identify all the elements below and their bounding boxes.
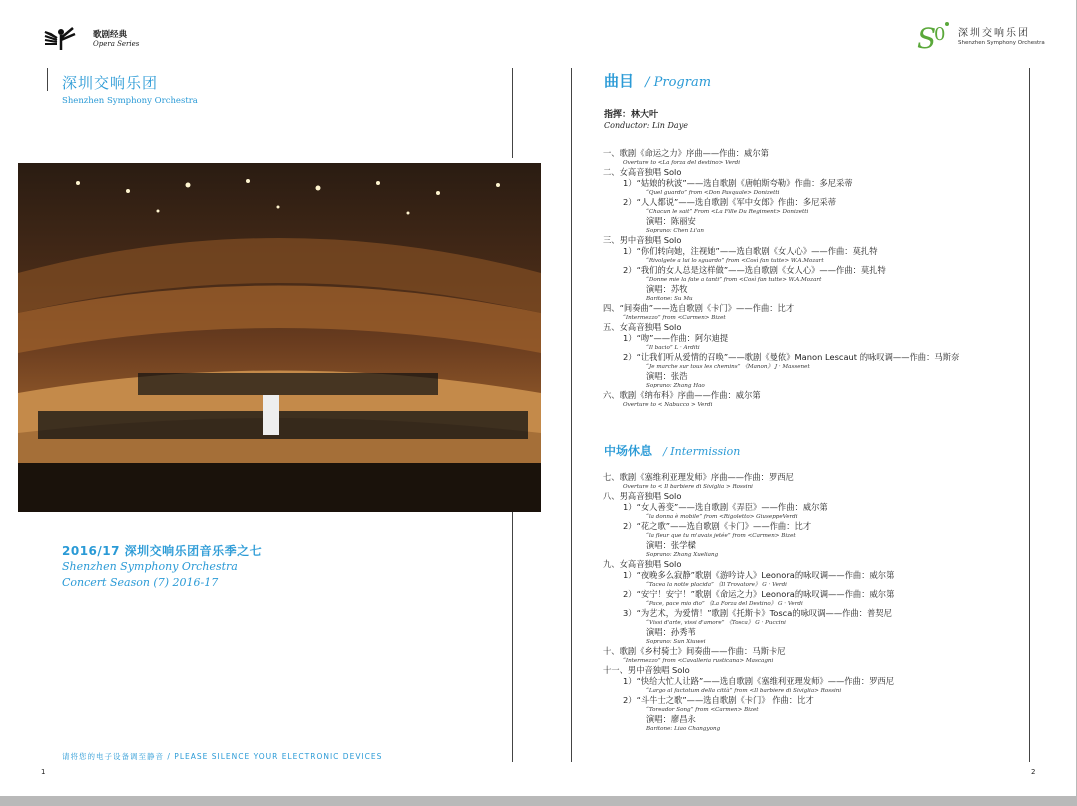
silence-notice: 请将您的电子设备调至静音 / PLEASE SILENCE YOUR ELECTRONIC DEVICES xyxy=(62,752,383,761)
program-list-part2 xyxy=(603,472,1063,733)
season-title-cn: 2016/17 深圳交响乐团音乐季之七 xyxy=(62,544,263,558)
program-item: 演唱：张浩 xyxy=(646,371,688,381)
season-title-en2: Concert Season (7) 2016-17 xyxy=(62,576,219,589)
divider-center-left xyxy=(512,68,513,158)
program-item: 三、男中音独唱 Solo xyxy=(603,235,682,245)
program-item: 演唱：苏牧 xyxy=(646,284,688,294)
program-item: 1）“吻”——作曲：阿尔迪提 xyxy=(623,333,729,343)
program-item-subtitle: Soprano: Zhang Xueliang xyxy=(646,552,719,558)
program-item-subtitle: Soprano: Sun Xiuwei xyxy=(646,639,706,645)
program-item: 2）“安宁！安宁！”歌剧《命运之力》Leonora的咏叹调——作曲：威尔第 xyxy=(623,589,895,599)
program-item: 2）“花之歌”——选自歌剧《卡门》——作曲：比才 xyxy=(623,521,812,531)
program-heading-en: / Program xyxy=(645,75,712,90)
program-item: 八、男高音独唱 Solo xyxy=(603,491,682,501)
program-item: 演唱：陈丽安 xyxy=(646,216,696,226)
svg-text:0: 0 xyxy=(934,24,946,45)
program-item-subtitle: Overture to < Il barbiere di Siviglia > Rossini xyxy=(623,484,753,490)
program-item: 1）“女人善变”——选自歌剧《弄臣》——作曲：威尔第 xyxy=(623,502,828,512)
divider-left xyxy=(47,68,48,91)
program-item-subtitle: “Chacun le sait” From <La Fille Du Regiment> Donizetti xyxy=(646,209,809,215)
program-item: 2）“斗牛士之歌”——选自歌剧《卡门》 作曲：比才 xyxy=(623,695,814,705)
program-item-subtitle: “Pace, pace mio dio” 《La Forza del Destino》 G · Verdi xyxy=(646,601,803,607)
page-number-left: 1 xyxy=(41,768,46,776)
program-item: 演唱：张学樑 xyxy=(646,540,696,550)
program-item: 1）“夜晚多么寂静”歌剧《游吟诗人》Leonora的咏叹调——作曲：威尔第 xyxy=(623,570,895,580)
program-item-subtitle: “Largo al factotum della città” from <Il barbiere di Siviglia> Rossini xyxy=(646,688,842,694)
program-item-subtitle: “Tacea la notte placida” 《Il Trovatore》 G · Verdi xyxy=(646,582,787,588)
program-item: 一、歌剧《命运之力》序曲——作曲：威尔第 xyxy=(603,148,769,158)
program-item: 五、女高音独唱 Solo xyxy=(603,322,682,332)
intermission-en: / Intermission xyxy=(663,445,741,458)
program-item-subtitle: “Rivolgete a lui lo sguardo” from <Così fan tutte> W.A.Mozart xyxy=(646,258,824,264)
program-item: 2）“我们的女人总是这样做”——选自歌剧《女人心》——作曲：莫扎特 xyxy=(623,265,886,275)
program-item: 演唱：廖昌永 xyxy=(646,714,696,724)
program-item: 演唱：孙秀苇 xyxy=(646,627,696,637)
program-item: 七、歌剧《塞维利亚理发师》序曲——作曲：罗西尼 xyxy=(603,472,794,482)
program-item: 1）“你们转向她，注视她”——选自歌剧《女人心》——作曲：莫扎特 xyxy=(623,246,878,256)
intermission-cn: 中场休息 xyxy=(604,444,653,458)
conductor-en: Conductor: Lin Daye xyxy=(604,121,688,130)
program-item-subtitle: “la fleur que tu m'avais jetée” from <Carmen> Bizet xyxy=(646,533,796,539)
orchestra-name-en: Shenzhen Symphony Orchestra xyxy=(62,96,198,106)
intermission-heading xyxy=(604,440,740,459)
program-item: 二、女高音独唱 Solo xyxy=(603,167,682,177)
program-heading-cn: 曲目 xyxy=(604,72,635,90)
program-item-subtitle: Soprano: Zhang Hao xyxy=(646,383,705,389)
program-item-subtitle: “Il bacio” L · Arditi xyxy=(646,345,700,351)
program-heading xyxy=(604,70,711,91)
program-item-subtitle: “Je marche sur tous les chemins” 《Manon》 J · Massenet xyxy=(646,364,810,370)
program-item: 六、歌剧《纳布科》序曲——作曲：威尔第 xyxy=(603,390,761,400)
orchestra-photo xyxy=(18,163,541,512)
orchestra-logo-en: Shenzhen Symphony Orchestra xyxy=(958,40,1045,46)
program-item-subtitle: Overture to <La forza del destino> Verdi xyxy=(623,160,740,166)
program-item-subtitle: “Intermezzo” from <Carmen> Bizet xyxy=(623,315,726,321)
sso-logo-icon xyxy=(914,18,954,54)
program-item-subtitle: Baritone: Liao Changyong xyxy=(646,726,721,732)
page-number-right: 2 xyxy=(1031,768,1036,776)
program-item: 2）“让我们听从爱情的召唤”——歌剧《曼侬》Manon Lescaut 的咏叹调——作曲：马斯奈 xyxy=(623,352,960,362)
program-item-subtitle: “Vissi d'arte, vissi d'amore” 《Tosca》 G · Puccini xyxy=(646,620,786,626)
program-item-subtitle: Overture to < Nabucco > Verdi xyxy=(623,402,713,408)
program-item-subtitle: “Quel guardo” from <Don Pasquale> Donizetti xyxy=(646,190,780,196)
program-item-subtitle: “Intermezzo” from <Cavalleria rusticana> Mascagni xyxy=(623,658,774,664)
conductor-icon xyxy=(43,24,77,52)
program-item-subtitle: “Donne mie la fate a tanti” from <Così fan tutte> W.A.Mozart xyxy=(646,277,822,283)
program-item: 2）“人人都说”——选自歌剧《军中女郎》作曲：多尼采蒂 xyxy=(623,197,837,207)
orchestra-logo-cn: 深圳交响乐团 xyxy=(958,28,1030,39)
program-item: 十一、男中音独唱 Solo xyxy=(603,665,690,675)
svg-text:S: S xyxy=(917,22,937,54)
program-item-subtitle: “la donna è mobile” from <Rigoletto> GiuseppeVerdi xyxy=(646,514,798,520)
program-item: 四、“间奏曲”——选自歌剧《卡门》——作曲：比才 xyxy=(603,303,795,313)
concert-hall-illustration xyxy=(18,163,541,512)
program-item-subtitle: Soprano: Chen Li'an xyxy=(646,228,704,234)
program-item-subtitle: Baritone: Su Mu xyxy=(646,296,693,302)
conductor-cn: 指挥：林大叶 xyxy=(604,110,659,120)
program-item: 十、歌剧《乡村骑士》间奏曲——作曲：马斯卡尼 xyxy=(603,646,786,656)
program-item: 3）“为艺术，为爱情！”歌剧《托斯卡》Tosca的咏叹调——作曲：普契尼 xyxy=(623,608,892,618)
opera-series-cn: 歌剧经典 xyxy=(93,30,128,40)
program-item: 1）“姑娘的秋波”——选自歌剧《唐帕斯夸勒》作曲：多尼采蒂 xyxy=(623,178,853,188)
program-item-subtitle: “Toreador Song” from <Carmen> Bizet xyxy=(646,707,759,713)
divider-center-right xyxy=(571,68,572,762)
divider-center-left-lower xyxy=(512,512,513,762)
program-list-part1 xyxy=(603,148,1063,409)
opera-series-en: Opera Series xyxy=(93,40,140,48)
program-item: 九、女高音独唱 Solo xyxy=(603,559,682,569)
orchestra-name-cn: 深圳交响乐团 xyxy=(62,74,159,92)
program-item: 1）“快给大忙人让路”——选自歌剧《塞维利亚理发师》——作曲：罗西尼 xyxy=(623,676,895,686)
season-title-en1: Shenzhen Symphony Orchestra xyxy=(62,560,238,573)
